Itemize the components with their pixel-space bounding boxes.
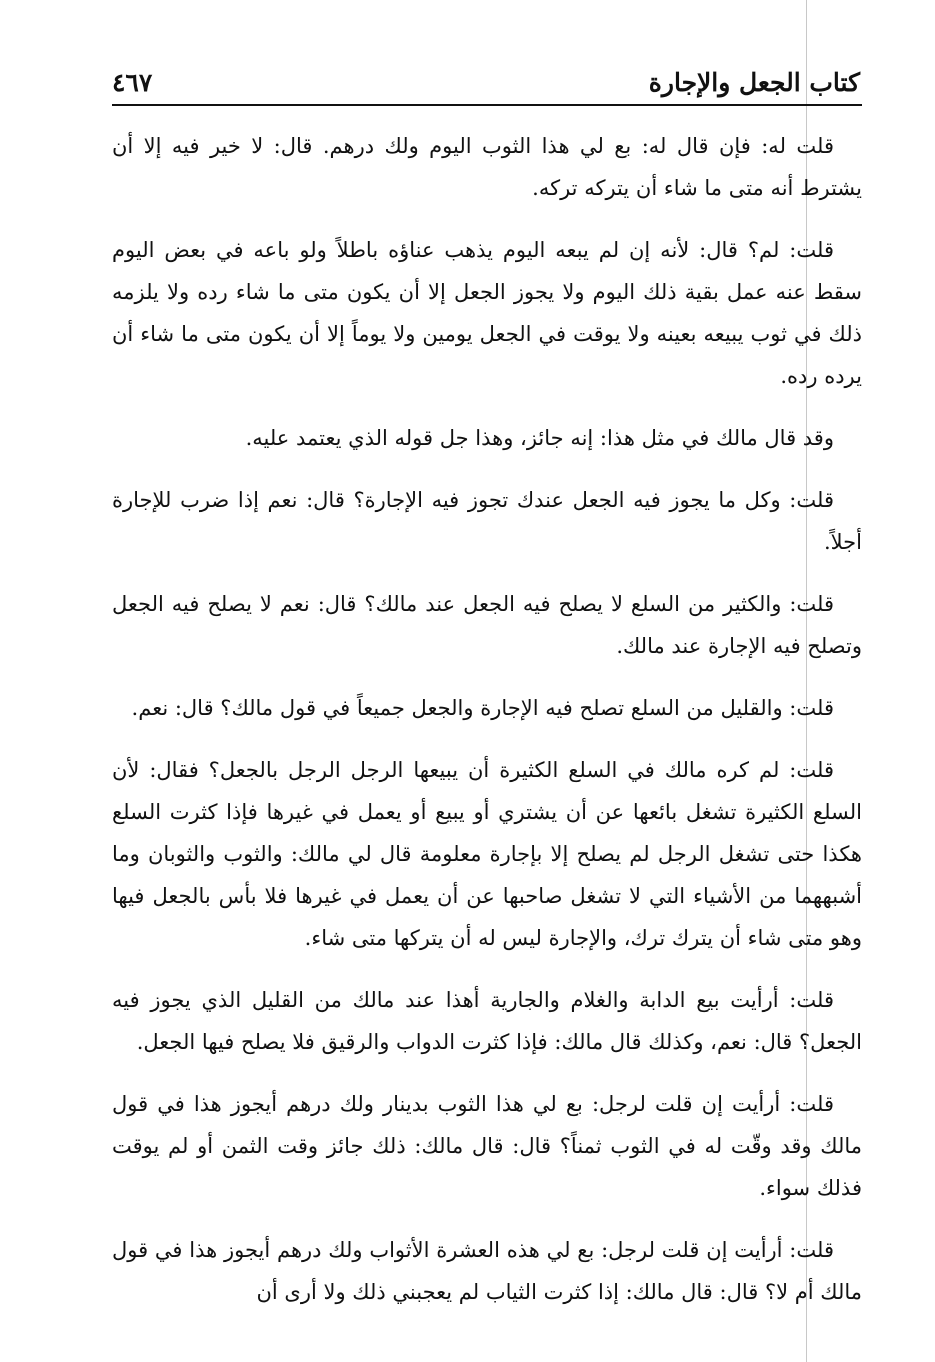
paragraph: وقد قال مالك في مثل هذا: إنه جائز، وهذا جل قوله الذي يعتمد عليه. — [245, 426, 834, 450]
book-title: كتاب الجعل والإجارة — [648, 68, 860, 97]
paragraph: قلت: أرأيت إن قلت لرجل: بع لي هذه العشرة الأثواب ولك درهم أيجوز هذا في قول مالك أم لا؟ قال: قال مالك: إذا كثرت الثياب لم يعجبني ذلك ولا أرى أن — [112, 1238, 862, 1304]
paragraph: قلت: لم كره مالك في السلع الكثيرة أن يبيعها الرجل الرجل بالجعل؟ فقال: لأن السلع الكثيرة تشغل بائعها عن أن يشتري أو يبيع أو يعمل في غيرها فإذا كثرت السلع هكذا حتى تشغل الرجل لم يصلح إلا بإجارة معلومة قال لي مالك: والثوب والثوبان وما أشبههما من الأشياء التي لا تشغل صاحبها عن أن يعمل في غيرها فلا بأس بالجعل فيها وهو متى شاء أن يترك ترك، والإجارة ليس له أن يتركها متى شاء. — [112, 758, 862, 950]
paragraph: قلت: والقليل من السلع تصلح فيه الإجارة والجعل جميعاً في قول مالك؟ قال: نعم. — [131, 696, 834, 720]
paragraph: قلت: لم؟ قال: لأنه إن لم يبعه اليوم يذهب عناؤه باطلاً ولو باعه في بعض اليوم سقط عنه عمل بقية ذلك اليوم ولا يجوز الجعل إلا أن يكون متى ما شاء رده ولا يلزمه ذلك في ثوب يبيعه بعينه ولا يوقت في الجعل يومين ولا يوماً إلا أن يكون متى ما شاء أن يرده رده. — [112, 238, 862, 388]
page-body — [112, 125, 862, 1333]
paragraph: قلت: أرأيت بيع الدابة والغلام والجارية أهذا عند مالك من القليل الذي يجوز فيه الجعل؟ قال: نعم، وكذلك قال مالك: فإذا كثرت الدواب والرقيق فلا يصلح فيها الجعل. — [112, 988, 862, 1054]
paragraph: قلت له: فإن قال له: بع لي هذا الثوب اليوم ولك درهم. قال: لا خير فيه إلا أن يشترط أنه متى ما شاء أن يتركه تركه. — [112, 134, 862, 200]
paragraph: قلت: أرأيت إن قلت لرجل: بع لي هذا الثوب بدينار ولك درهم أيجوز هذا في قول مالك وقد وقّت له في الثوب ثمناً؟ قال: قال مالك: ذلك جائز وقت الثمن أو لم يوقت فذلك سواء. — [112, 1092, 862, 1200]
header-rule — [112, 104, 862, 106]
page-number: ٤٦٧ — [112, 68, 153, 97]
running-header — [112, 62, 860, 102]
paragraph: قلت: وكل ما يجوز فيه الجعل عندك تجوز فيه الإجارة؟ قال: نعم إذا ضرب للإجارة أجلاً. — [112, 488, 862, 554]
paragraph: قلت: والكثير من السلع لا يصلح فيه الجعل عند مالك؟ قال: نعم لا يصلح فيه الجعل وتصلح فيه الإجارة عند مالك. — [112, 592, 862, 658]
